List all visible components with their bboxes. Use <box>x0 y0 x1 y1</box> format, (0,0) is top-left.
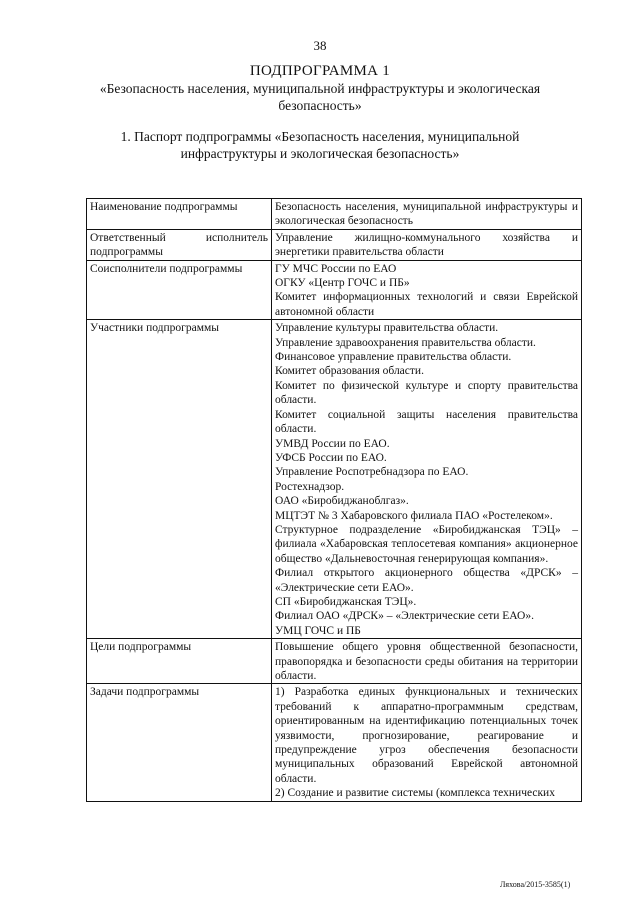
value-line: Финансовое управление правительства области. <box>275 351 512 364</box>
value-line: Управление жилищно-коммунального хозяйства и энергетики правительства области <box>275 231 578 259</box>
row-label: Наименование подпрограммы <box>87 199 272 230</box>
row-value <box>272 639 582 684</box>
table-row <box>87 229 582 260</box>
value-line: Филиал ОАО «ДРСК» – «Электрические сети ЕАО». <box>275 610 534 623</box>
subprogram-heading <box>80 62 560 114</box>
value-line: ГУ МЧС России по ЕАО <box>275 262 397 275</box>
value-line: Структурное подразделение «Биробиджанская ТЭЦ» – филиала «Хабаровская теплосетевая компания» акционерное общество «Дальневосточная генерирующая компания». <box>275 523 578 565</box>
value-line: УФСБ России по ЕАО. <box>275 451 387 464</box>
value-line: Управление культуры правительства области. <box>275 322 499 335</box>
value-line: Комитет образования области. <box>275 365 424 378</box>
value-line: УМЦ ГОЧС и ПБ <box>275 624 361 637</box>
subprogram-title: ПОДПРОГРАММА 1 <box>249 63 391 79</box>
passport-table <box>86 198 582 802</box>
page-number: 38 <box>313 38 327 53</box>
value-line: Ростехнадзор. <box>275 480 345 493</box>
value-line: ОАО «Биробиджаноблгаз». <box>275 495 409 508</box>
value-line: 2) Создание и развитие системы (комплекса технических <box>275 787 555 800</box>
value-line: СП «Биробиджанская ТЭЦ». <box>275 595 417 608</box>
row-label: Соисполнители подпрограммы <box>87 260 272 320</box>
row-value <box>272 320 582 639</box>
value-line: Безопасность населения, муниципальной инфраструктуры и экологическая безопасность <box>275 201 578 228</box>
table-row <box>87 639 582 684</box>
value-line: Комитет социальной защиты населения правительства области. <box>275 408 578 436</box>
row-value <box>272 260 582 320</box>
table-row <box>87 684 582 801</box>
row-label: Участники подпрограммы <box>87 320 272 639</box>
subprogram-subtitle: «Безопасность населения, муниципальной инфраструктуры и экологическая безопасность» <box>99 81 541 113</box>
value-line: Филиал открытого акционерного общества «ДРСК» – «Электрические сети ЕАО». <box>275 567 578 594</box>
document-code: Ляхова/2015-3585(1) <box>500 880 571 889</box>
section-title: 1. Паспорт подпрограммы «Безопасность населения, муниципальной инфраструктуры и экологическая безопасность» <box>120 129 520 161</box>
value-line: Комитет по физической культуре и спорту правительства области. <box>275 379 578 407</box>
value-line: ОГКУ «Центр ГОЧС и ПБ» <box>275 277 410 290</box>
value-line: Управление здравоохранения правительства области. <box>275 336 536 349</box>
row-label: Ответственный исполнитель подпрограммы <box>87 229 272 260</box>
value-line: 1) Разработка единых функциональных и технических требований к аппаратно-программным средствам, ориентированным на идентификацию потенциальных точек уязвимости, прогнозирование, реагирование и предупреждение угроз обеспечения безопасности муниципальных образований Еврейской автономной области. <box>275 686 578 785</box>
row-value <box>272 229 582 260</box>
value-line: МЦТЭТ № 3 Хабаровского филиала ПАО «Ростелеком». <box>275 509 553 522</box>
value-line: Комитет информационных технологий и связи Еврейской автономной области <box>275 291 578 318</box>
value-line: Управление Роспотребнадзора по ЕАО. <box>275 466 469 479</box>
table-row <box>87 320 582 639</box>
table-row <box>87 199 582 230</box>
table-row <box>87 260 582 320</box>
row-value <box>272 684 582 801</box>
row-label: Цели подпрограммы <box>87 639 272 684</box>
row-value <box>272 199 582 230</box>
value-line: Повышение общего уровня общественной безопасности, правопорядка и безопасности среды обитания на территории области. <box>275 641 578 682</box>
row-label: Задачи подпрограммы <box>87 684 272 801</box>
value-line: УМВД России по ЕАО. <box>275 437 390 450</box>
